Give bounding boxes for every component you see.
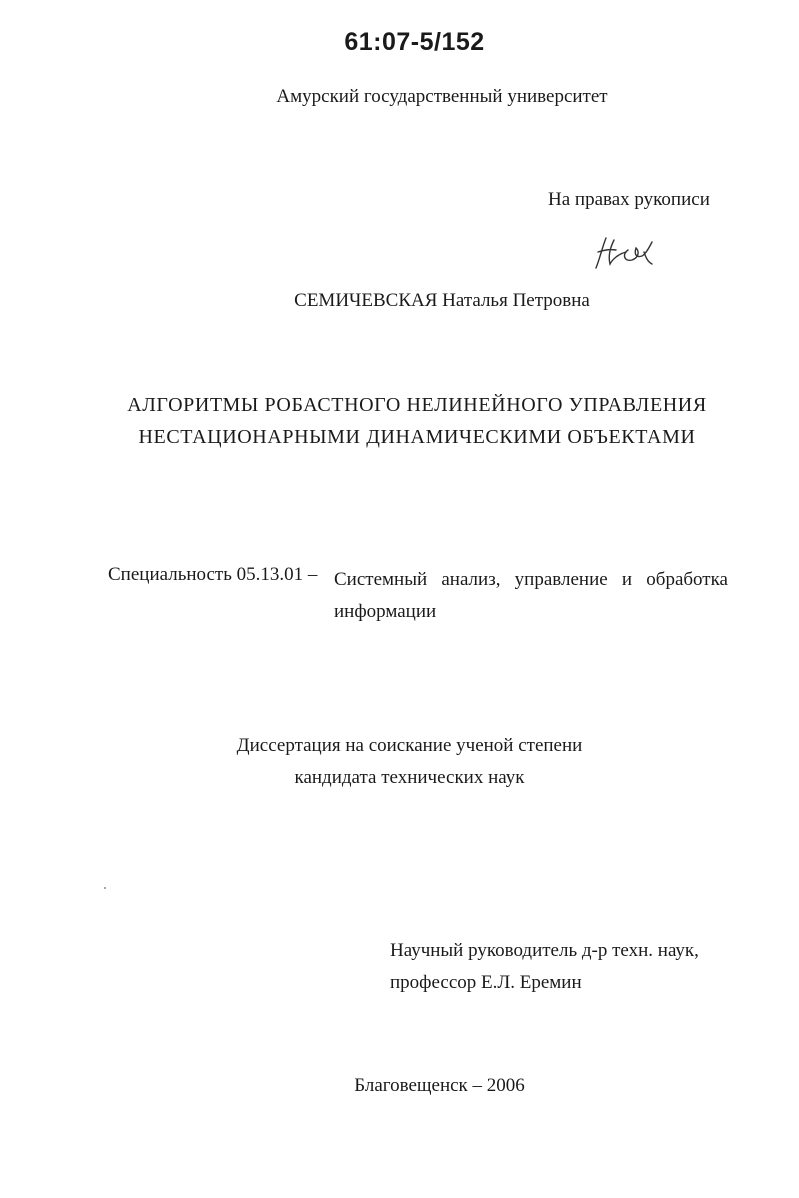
dissertation-degree-line-1: Диссертация на соискание ученой степени [236,735,583,756]
supervisor-line-1: Научный руководитель д-р техн. наук, [390,940,699,961]
dissertation-degree-line-2: кандидата технических наук [294,767,525,788]
manuscript-rights-note: На правах рукописи [548,189,710,210]
handwritten-signature [592,232,658,274]
scan-speck [104,887,106,889]
thesis-title-line-2: НЕСТАЦИОНАРНЫМИ ДИНАМИЧЕСКИМИ ОБЪЕКТАМИ [138,426,696,448]
supervisor-line-2: профессор Е.Л. Еремин [390,972,582,993]
catalog-code: 61:07-5/152 [344,28,485,56]
university-name: Амурский государственный университет [276,86,608,107]
author-name: СЕМИЧЕВСКАЯ Наталья Петровна [294,290,590,311]
specialty-code: Специальность 05.13.01 – [108,564,318,585]
city-year: Благовещенск – 2006 [354,1075,525,1096]
specialty-description: Системный анализ, управление и обработка информации [334,569,728,622]
thesis-title-line-1: АЛГОРИТМЫ РОБАСТНОГО НЕЛИНЕЙНОГО УПРАВЛЕНИЯ [127,394,707,416]
